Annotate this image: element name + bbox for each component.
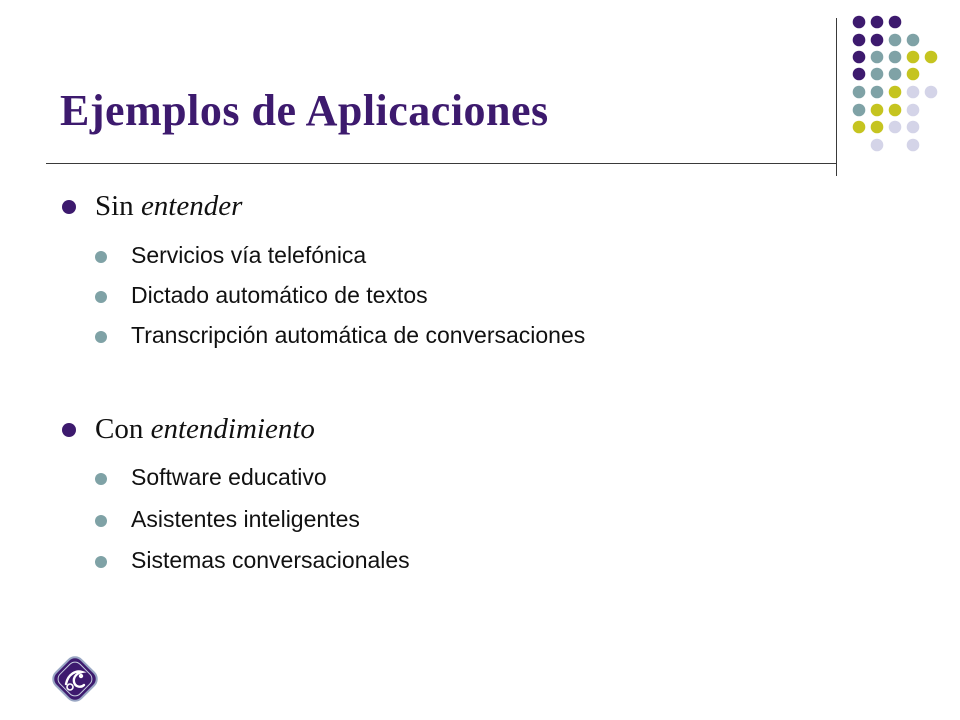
decorative-dot [889, 16, 902, 29]
slide-title: Ejemplos de Aplicaciones [60, 86, 549, 135]
decorative-dot [889, 51, 902, 64]
decorative-dot [853, 86, 866, 99]
sub-bullet-dot [95, 291, 107, 303]
section-1-label [95, 190, 242, 222]
list-item [95, 506, 360, 533]
decorative-dot [907, 68, 920, 81]
decorative-dot [889, 68, 902, 81]
decorative-dot [853, 104, 866, 117]
decorative-dot [907, 51, 920, 64]
decorative-dot [889, 104, 902, 117]
decorative-dot [871, 139, 884, 152]
bullet-dot [62, 423, 76, 437]
sub-bullet-dot [95, 556, 107, 568]
bullet-section-2 [62, 413, 315, 446]
list-item [95, 547, 410, 574]
bullet-dot [62, 200, 76, 214]
sub-bullet-dot [95, 251, 107, 263]
decorative-dot [889, 86, 902, 99]
decorative-dot [853, 16, 866, 29]
list-item-label: Dictado automático de textos [131, 282, 428, 308]
list-item-label: Software educativo [131, 464, 327, 490]
decorative-dot [889, 34, 902, 47]
decorative-dot [853, 34, 866, 47]
decorative-dot [853, 68, 866, 81]
decorative-dot [871, 86, 884, 99]
decorative-dot [907, 86, 920, 99]
decorative-dot [907, 139, 920, 152]
decorative-dot [907, 34, 920, 47]
list-item-label: Sistemas conversacionales [131, 547, 410, 573]
section-2-label [95, 413, 315, 445]
sub-bullet-dot [95, 515, 107, 527]
list-item-label: Transcripción automática de conversaciones [131, 322, 586, 348]
list-item [95, 464, 327, 491]
section-1-lead-italic: entender [140, 190, 243, 222]
list-item [95, 282, 428, 309]
logo-icon [50, 654, 100, 704]
list-item-label: Asistentes inteligentes [131, 506, 360, 532]
decorative-dot [871, 34, 884, 47]
decorative-dot [871, 68, 884, 81]
section-2-lead-italic: entendimiento [150, 413, 315, 445]
decorative-dot [889, 121, 902, 134]
list-item [95, 322, 585, 349]
decorative-dot [907, 104, 920, 117]
list-item-label: Servicios vía telefónica [131, 242, 367, 268]
list-item [95, 242, 366, 269]
decorative-dot [871, 104, 884, 117]
decorative-dot [853, 51, 866, 64]
sub-bullet-dot [95, 473, 107, 485]
decorative-dot [853, 121, 866, 134]
dot-grid-decoration [0, 0, 960, 200]
decorative-dot [871, 51, 884, 64]
decorative-dot [925, 51, 938, 64]
decorative-dot [907, 121, 920, 134]
sub-bullet-dot [95, 331, 107, 343]
section-1-lead: Sin [95, 190, 141, 222]
decorative-dot [871, 16, 884, 29]
decorative-dot [925, 86, 938, 99]
section-2-lead: Con [95, 413, 151, 445]
bullet-section-1 [62, 190, 242, 223]
decorative-dot [871, 121, 884, 134]
